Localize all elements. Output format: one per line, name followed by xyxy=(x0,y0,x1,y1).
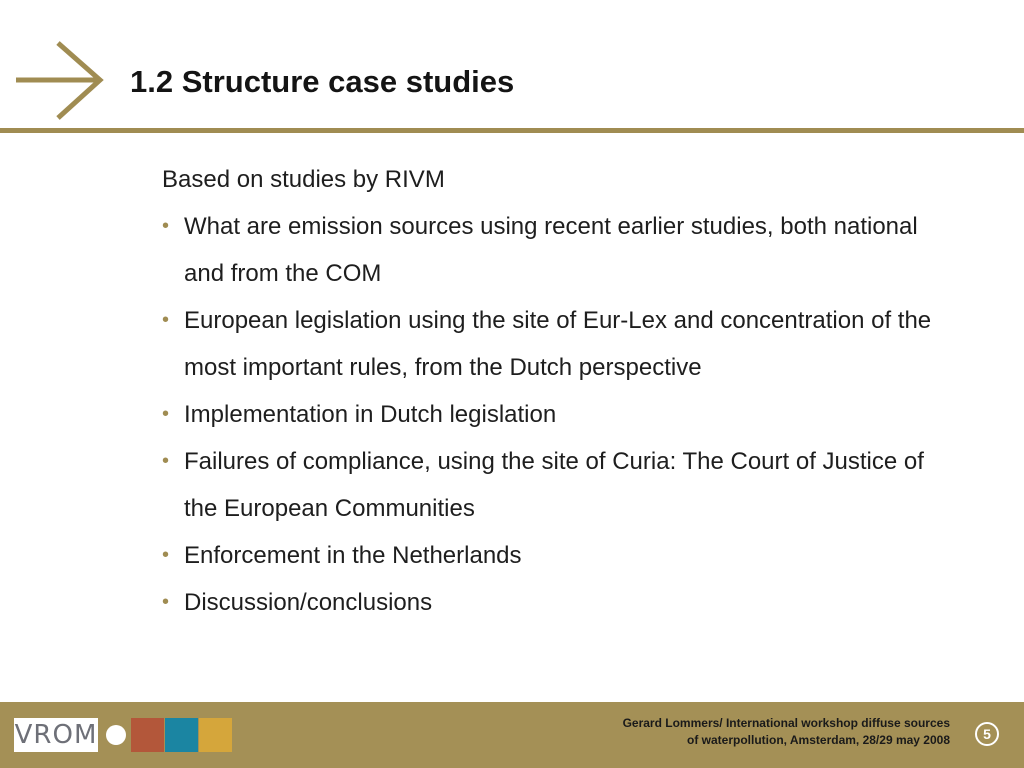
footer-bar xyxy=(0,702,1024,768)
bullet-text: European legislation using the site of Eur-Lex and concentration of the most important rules, from the Dutch perspective xyxy=(184,307,932,381)
bullet-item xyxy=(162,297,962,391)
bullet-item xyxy=(162,438,962,532)
bullet-icon: • xyxy=(162,215,170,237)
right-arrow-icon xyxy=(14,40,106,122)
title-divider xyxy=(0,128,1024,133)
bullet-icon: • xyxy=(162,544,170,566)
bullet-icon: • xyxy=(162,591,170,613)
color-swatch-rust xyxy=(131,718,164,752)
footer-credit-line1: Gerard Lommers/ International workshop diffuse sources xyxy=(622,716,950,730)
bullet-item xyxy=(162,579,962,626)
slide-title: 1.2 Structure case studies xyxy=(130,64,515,99)
bullet-text: Failures of compliance, using the site of Curia: The Court of Justice of the European Communities xyxy=(184,448,924,522)
bullet-item xyxy=(162,532,962,579)
bullet-icon: • xyxy=(162,450,170,472)
bullet-text: Enforcement in the Netherlands xyxy=(184,542,522,569)
vrom-logo xyxy=(14,718,98,752)
bullet-icon: • xyxy=(162,403,170,425)
bullet-item xyxy=(162,391,962,438)
page-number: 5 xyxy=(983,726,991,742)
slide-body xyxy=(162,156,962,626)
bullet-list xyxy=(162,203,962,626)
logo-circle-icon xyxy=(106,725,126,745)
bullet-item xyxy=(162,203,962,297)
footer-credit xyxy=(623,715,950,749)
bullet-text: Implementation in Dutch legislation xyxy=(184,401,557,428)
color-swatch-yellow xyxy=(199,718,232,752)
footer-credit-line2: of waterpollution, Amsterdam, 28/29 may 2008 xyxy=(687,733,950,747)
bullet-icon: • xyxy=(162,309,170,331)
page-number-badge xyxy=(975,722,999,746)
intro-text: Based on studies by RIVM xyxy=(162,166,445,193)
vrom-logo-text: VROM xyxy=(14,720,98,750)
color-swatch-teal xyxy=(165,718,198,752)
bullet-text: Discussion/conclusions xyxy=(184,589,433,616)
bullet-text: What are emission sources using recent earlier studies, both national and from the COM xyxy=(184,213,918,287)
